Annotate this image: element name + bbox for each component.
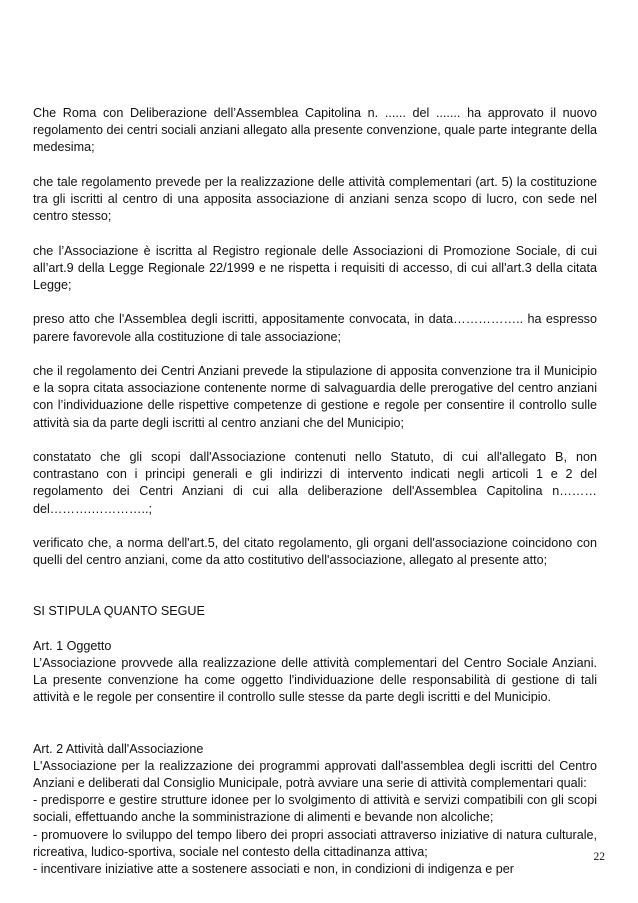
article-1-title: Art. 1 Oggetto [33, 638, 112, 653]
paragraph-organi: verificato che, a norma dell'art.5, del citato regolamento, gli organi dell'associazione coincidono con quelli del centro anziani, come da atto costitutivo dell'associazione, allegato al presente atto; [33, 535, 597, 568]
paragraph-regolamento: che tale regolamento prevede per la realizzazione delle attività complementari (art. 5) la costituzione tra gli iscritti al centro di una apposita associazione di anziani senza scopo di lucro, con sede nel centro stesso; [33, 174, 597, 224]
article-2 [33, 741, 597, 879]
article-2-item: - predisporre e gestire strutture idonee per lo svolgimento di attività e servizi compatibili con gli scopi sociali, effettuando anche la somministrazione di alimenti e bevande non alcoliche; [33, 793, 597, 825]
article-2-intro: L'Associazione per la realizzazione dei programmi approvati dall'assemblea degli iscritti del Centro Anziani e deliberati dal Consiglio Municipale, potrà avviare una serie di attività complementari quali: [33, 758, 597, 790]
paragraph-assemblea-iscritti: preso atto che l'Assemblea degli iscritti, appositamente convocata, in data…………….. ha espresso parere favorevole alla costituzione di tale associazione; [33, 312, 597, 344]
article-1 [33, 638, 597, 707]
article-2-item: - incentivare iniziative atte a sostenere associati e non, in condizioni di indigenza e per [33, 862, 514, 877]
article-1-body: L’Associazione provvede alla realizzazione delle attività complementari del Centro Sociale Anziani. La presente convenzione ha come oggetto l'individuazione delle responsabilità di gestione di tali attività e le regole per consentire il controllo sulle stesse da parte degli iscritti e del Municipio. [33, 655, 597, 705]
paragraph-registro-regionale: che l’Associazione è iscritta al Registro regionale delle Associazioni di Promozione Sociale, di cui all’art.9 della Legge Regionale 22/1999 e ne rispetta i requisiti di accesso, di cui all'art.3 della citata Legge; [33, 243, 597, 292]
paragraph-convenzione: che il regolamento dei Centri Anziani prevede la stipulazione di apposita convenzione tra il Municipio e la sopra citata associazione contenente norme di salvaguardia delle prerogative del centro anziani con l’individuazione delle rispettive competenze di gestione e regole per consentire il controllo sulle attività sia da parte degli iscritti al centro anziani che del Municipio; [33, 363, 597, 430]
paragraph-scopi-statuto: constatato che gli scopi dall'Associazione contenuti nello Statuto, di cui all'allegato B, non contrastano con i principi generali e gli indirizzi di intervento indicati negli articoli 1 e 2 del regolamento dei Centri Anziani di cui alla deliberazione dell'Assemblea Capitolina n……… del……….…………..; [33, 449, 597, 516]
article-2-title: Art. 2 Attività dall'Associazione [33, 741, 204, 756]
article-2-item: - promuovere lo sviluppo del tempo libero dei propri associati attraverso iniziative di natura culturale, ricreativa, ludico-sportiva, sociale nel contesto della cittadinanza attiva; [33, 827, 597, 859]
document-body [33, 105, 597, 895]
page-number: 22 [593, 851, 605, 863]
stipula-heading: SI STIPULA QUANTO SEGUE [33, 604, 205, 619]
paragraph-deliberazione: Che Roma con Deliberazione dell’Assemblea Capitolina n. ...... del ....... ha approvato il nuovo regolamento dei centri sociali anziani allegato alla presente convenzione, quale parte integrante della medesima; [33, 106, 597, 155]
